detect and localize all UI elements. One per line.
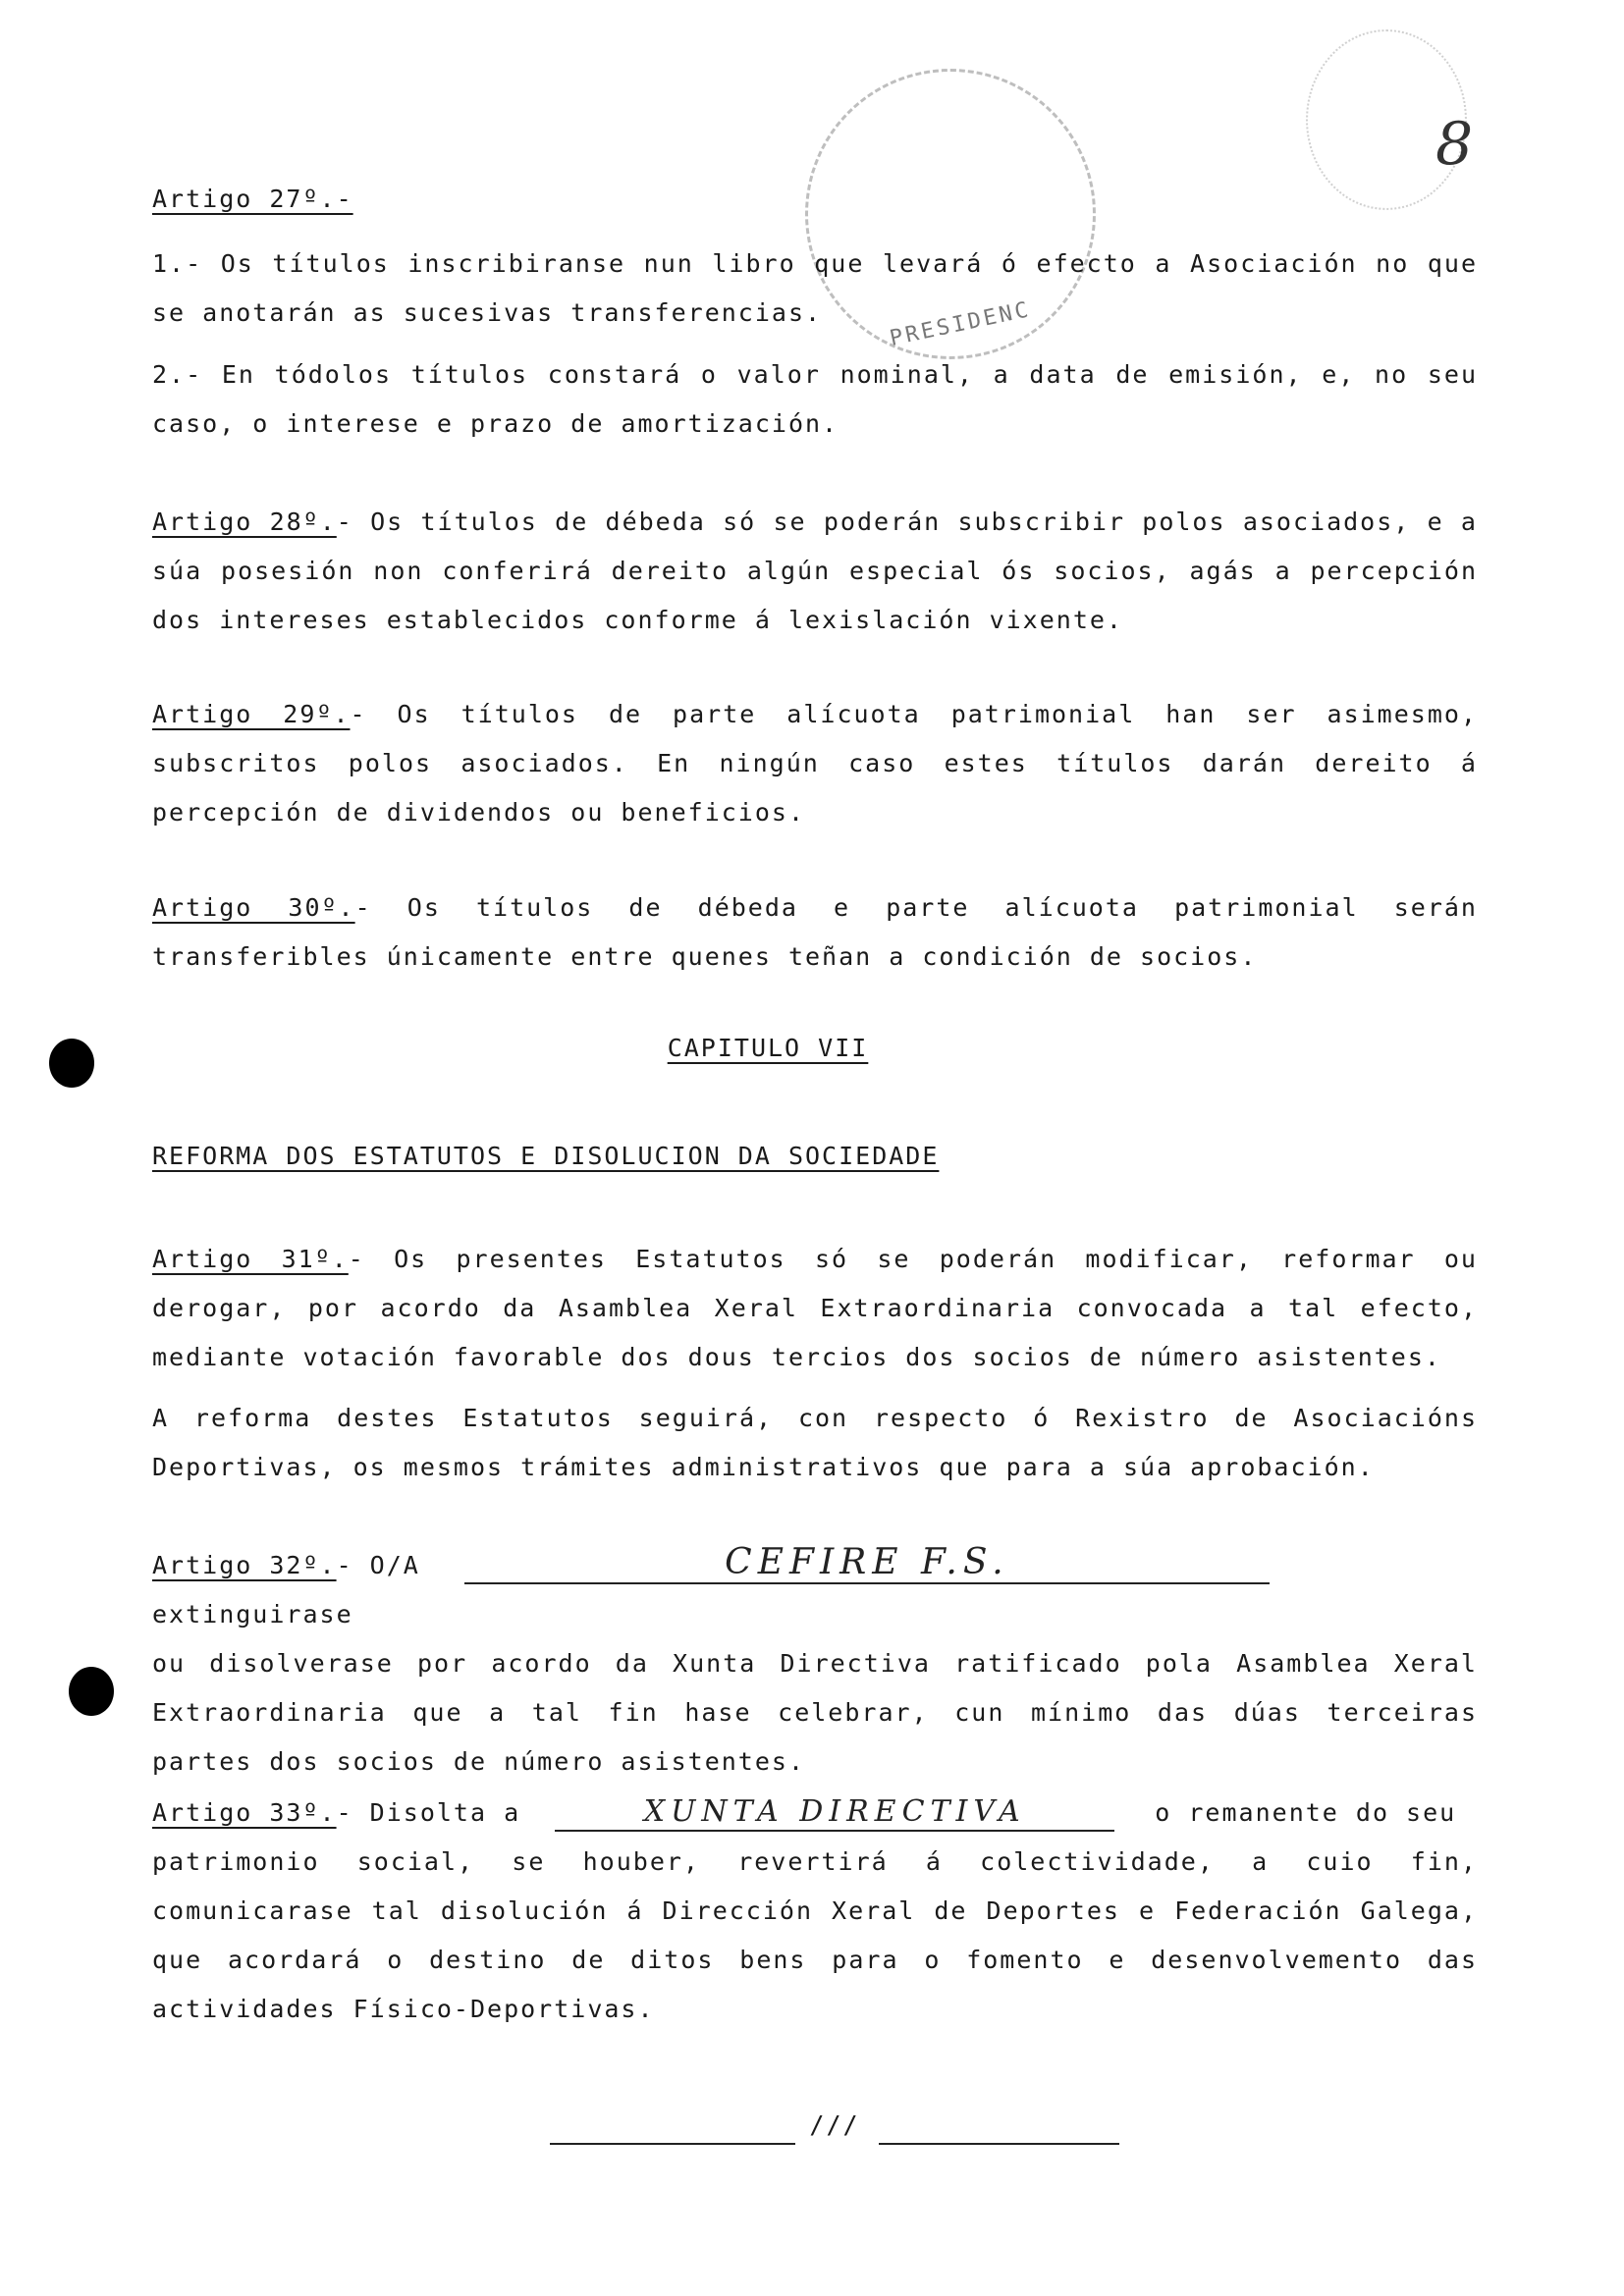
article-32-text: ou disolverase por acordo da Xunta Directiva ratificado pola Asamblea Xeral Extraordinaria que a tal fin hase celebrar, cun mínimo das dúas terceiras partes dos socios de número asistentes. (152, 1649, 1478, 1776)
article-27 (152, 175, 1478, 224)
article-31-reform (152, 1394, 1478, 1492)
article-33-text: patrimonio social, se houber, revertirá á colectividade, a cuio fin, comunicarase tal disolución á Dirección Xeral de Deportes e Federación Galega, que acordará o destino de ditos bens para o fomento e desenvolvemento das actividades Físico-Deportivas. (152, 1847, 1478, 2023)
article-31 (152, 1235, 1478, 1382)
binder-hole-bottom (69, 1667, 114, 1716)
article-32-heading: Artigo 32º. (152, 1551, 337, 1579)
article-32-suffix: extinguirase (152, 1600, 353, 1629)
page-number: 8 (1435, 110, 1476, 179)
article-29-text: - Os títulos de parte alícuota patrimonial han ser asimesmo, subscritos polos asociados. En ningún caso estes títulos darán dereito á percepción de dividendos ou beneficios. (152, 700, 1478, 827)
article-28-text: - Os títulos de débeda só se poderán subscribir polos asociados, e a súa posesión non conferirá dereito algún especial ós socios, agás a percepción dos intereses establecidos conforme á lexislación vixente. (152, 507, 1478, 634)
article-30-text: - Os títulos de débeda e parte alícuota patrimonial serán transferibles únicamente entre quenes teñan a condición de socios. (152, 893, 1478, 971)
seal-text: PRESIDENC (887, 297, 1034, 351)
article-30 (152, 883, 1478, 982)
chapter-subtitle: REFORMA DOS ESTATUTOS E DISOLUCION DA SOCIEDADE (152, 1142, 940, 1170)
article-33-prefix: - Disolta a (336, 1798, 521, 1827)
chapter-heading (0, 1034, 1624, 1062)
article-32-prefix: - O/A (336, 1551, 420, 1579)
article-28 (152, 498, 1478, 645)
article-33-suffix: o remanente do seu (1155, 1798, 1457, 1827)
article-30-heading: Artigo 30º. (152, 893, 355, 922)
article-32-handwritten-name: CEFIRE F.S. (725, 1542, 1009, 1582)
article-32 (152, 1541, 1478, 1787)
article-31-heading: Artigo 31º. (152, 1245, 349, 1273)
article-31-text: - Os presentes Estatutos só se poderán modificar, reformar ou derogar, por acordo da Asamblea Xeral Extraordinaria convocada a tal efecto, mediante votación favorable dos dous tercios dos socios de número asistentes. (152, 1245, 1478, 1371)
article-27-item-1 (152, 240, 1478, 338)
article-31-text-2: A reforma destes Estatutos seguirá, con respecto ó Rexistro de Asociacións Deportivas, os mesmos trámites administrativos que para a súa aprobación. (152, 1404, 1478, 1481)
article-33-heading: Artigo 33º. (152, 1798, 337, 1827)
article-33-handwritten-name: XUNTA DIRECTIVA (643, 1794, 1026, 1829)
article-27-item-2 (152, 350, 1478, 449)
footer-mark: /// (809, 2110, 860, 2139)
article-29-heading: Artigo 29º. (152, 700, 351, 728)
chapter-subtitle-block (152, 1132, 1478, 1181)
chapter-title: CAPITULO VII (667, 1034, 869, 1062)
footer-line-left (550, 2143, 795, 2145)
article-28-heading: Artigo 28º. (152, 507, 337, 536)
footer-line-right (879, 2143, 1119, 2145)
article-27-paragraph-1: 1.- Os títulos inscribiranse nun libro que levará ó efecto a Asociación no que se anotarán as sucesivas transferencias. (152, 249, 1478, 327)
article-27-paragraph-2: 2.- En tódolos títulos constará o valor nominal, a data de emisión, e, no seu caso, o interese e prazo de amortización. (152, 360, 1478, 438)
article-33 (152, 1789, 1478, 2034)
article-27-heading: Artigo 27º.- (152, 185, 353, 213)
article-29 (152, 690, 1478, 837)
